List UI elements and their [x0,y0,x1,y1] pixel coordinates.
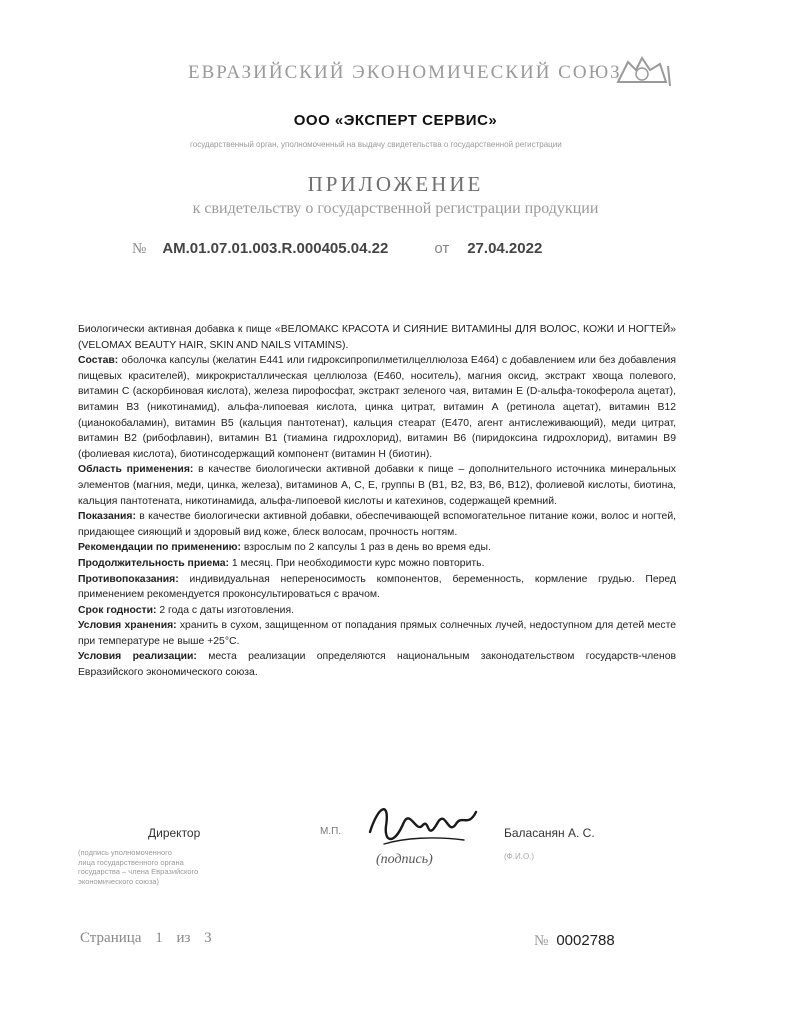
storage-text: хранить в сухом, защищенном от попадания прямых солнечных лучей, недоступном для детей месте при температуре не выше +25°С. [78,620,676,647]
signature-note: (подпись) [376,852,433,867]
certificate-number-row [132,240,542,258]
composition-text: оболочка капсулы (желатин E441 или гидроксипропилметилцеллюлоза E464) с добавлением или без добавления пищевых красителей), микрокристаллическая целлюлоза (E460, носитель), магния оксид, экстракт хвоща полевого, витамин С (аскорбиновая кислота), железа пирофосфат, экстракт зеленого чая, витамин E (D-альфа-токоферола ацетат), витамин B3 (никотинамид), альфа-липоевая кислота, цинка цитрат, витамин А (ретинола ацетат), витамин B12 (цианокобаламин), витамин B5 (кальция пантотенат), кальция стеарат (E470, агент антислеживающий), меди цитрат, витамин B2 (рибофлавин), витамин B1 (тиамина гидрохлорид), витамин B6 (пиридоксина гидрохлорид), витамин B9 (фолиевая кислота), биотинсодержащий компонент (витамин Н (биотин). [78,355,676,460]
storage-paragraph [78,618,676,649]
duration-label: Продолжительность приема: [78,557,229,569]
recommendations-paragraph [78,540,676,556]
sale-text: места реализации определяются национальным законодательством государств-членов Евразийского экономического союза. [78,651,676,679]
signer-name: Баласанян А. С. [504,826,595,840]
organization-name: ООО «ЭКСПЕРТ СЕРВИС» [293,112,498,129]
recommendations-text: взрослым по 2 капсулы 1 раз в день во время еды. [243,542,491,554]
scope-text: в качестве биологически активной добавки к пище – дополнительного источника минеральных элементов (магния, меди, цинка, железа), витаминов А, С, Е, группы В (B1, B2, B3, B6, B12), фолиевой кислоты, биотина, кальция пантотената, никотинамида, альфа-липоевой кислоты и катехинов, содержащей кремний. [78,464,676,507]
serial-number: 0002788 [556,932,615,949]
number-sign: № [132,241,147,257]
page-current: 1 [155,930,163,946]
composition-label: Состав: [78,355,119,367]
shelf-life-paragraph [78,603,676,619]
page-total: 3 [204,930,212,946]
page-label: Страница [80,930,142,946]
appendix-title: ПРИЛОЖЕНИЕ [307,172,484,196]
certificate-number: AM.01.07.01.003.R.000405.04.22 [162,240,389,257]
serial-sign: № [534,933,549,949]
contraindications-paragraph [78,572,676,603]
page-counter [80,930,212,947]
union-emblem-icon [610,52,672,92]
duration-text: 1 месяц. При необходимости курс можно повторить. [231,557,485,569]
product-intro: Биологически активная добавка к пище «ВЕЛОМАКС КРАСОТА И СИЯНИЕ ВИТАМИНЫ ДЛЯ ВОЛОС, КОЖИ И НОГТЕЙ» (VELOMAX BEAUTY HAIR, SKIN AND NAILS VITAMINS). [78,324,676,351]
contraindications-text: индивидуальная непереносимость компонентов, беременность, кормление грудью. Перед применением рекомендуется проконсультироваться с врачом. [78,573,676,601]
indications-label: Показания: [78,511,136,523]
page-of: из [176,930,191,946]
shelf-life-text: 2 года с даты изготовления. [159,604,294,616]
director-label: Директор [148,826,201,840]
stamp-note [78,848,198,886]
duration-paragraph [78,556,676,572]
union-title: ЕВРАЗИЙСКИЙ ЭКОНОМИЧЕСКИЙ СОЮЗ [188,62,622,83]
stamp-note-line: лица государственного органа [78,857,184,867]
scope-paragraph [78,462,676,509]
stamp-mark: М.П. [320,826,342,837]
shelf-life-label: Срок годности: [78,604,157,616]
stamp-note-line: экономического союза) [78,876,159,886]
product-description [78,322,676,681]
sale-label: Условия реализации: [78,651,197,663]
indications-text: в качестве биологически активной добавки, обеспечивающей вспомогательное питание кожи, волос и ногтей, придающее сияющий и здоровый вид коже, блеск волосам, прочность ногтям. [78,511,677,538]
sale-paragraph [78,649,676,680]
appendix-subtitle: к свидетельству о государственной регистрации продукции [192,200,599,217]
handwritten-signature [364,792,482,882]
stamp-note-line: (подпись уполномоченного [78,848,172,857]
storage-label: Условия хранения: [78,620,177,632]
scope-label: Область применения: [78,464,194,476]
date-prefix: от [434,240,450,257]
contraindications-label: Противопоказания: [78,573,179,585]
form-serial [534,932,615,950]
organization-note: государственный орган, уполномоченный на выдачу свидетельства о государственной регистрации [190,140,562,149]
recommendations-label: Рекомендации по применению: [78,542,241,554]
certificate-date: 27.04.2022 [467,240,543,257]
indications-paragraph [78,509,676,540]
signer-note: (Ф.И.О.) [504,852,535,861]
composition-paragraph [78,353,676,462]
stamp-note-line: государства – члена Евразийского [78,867,199,876]
